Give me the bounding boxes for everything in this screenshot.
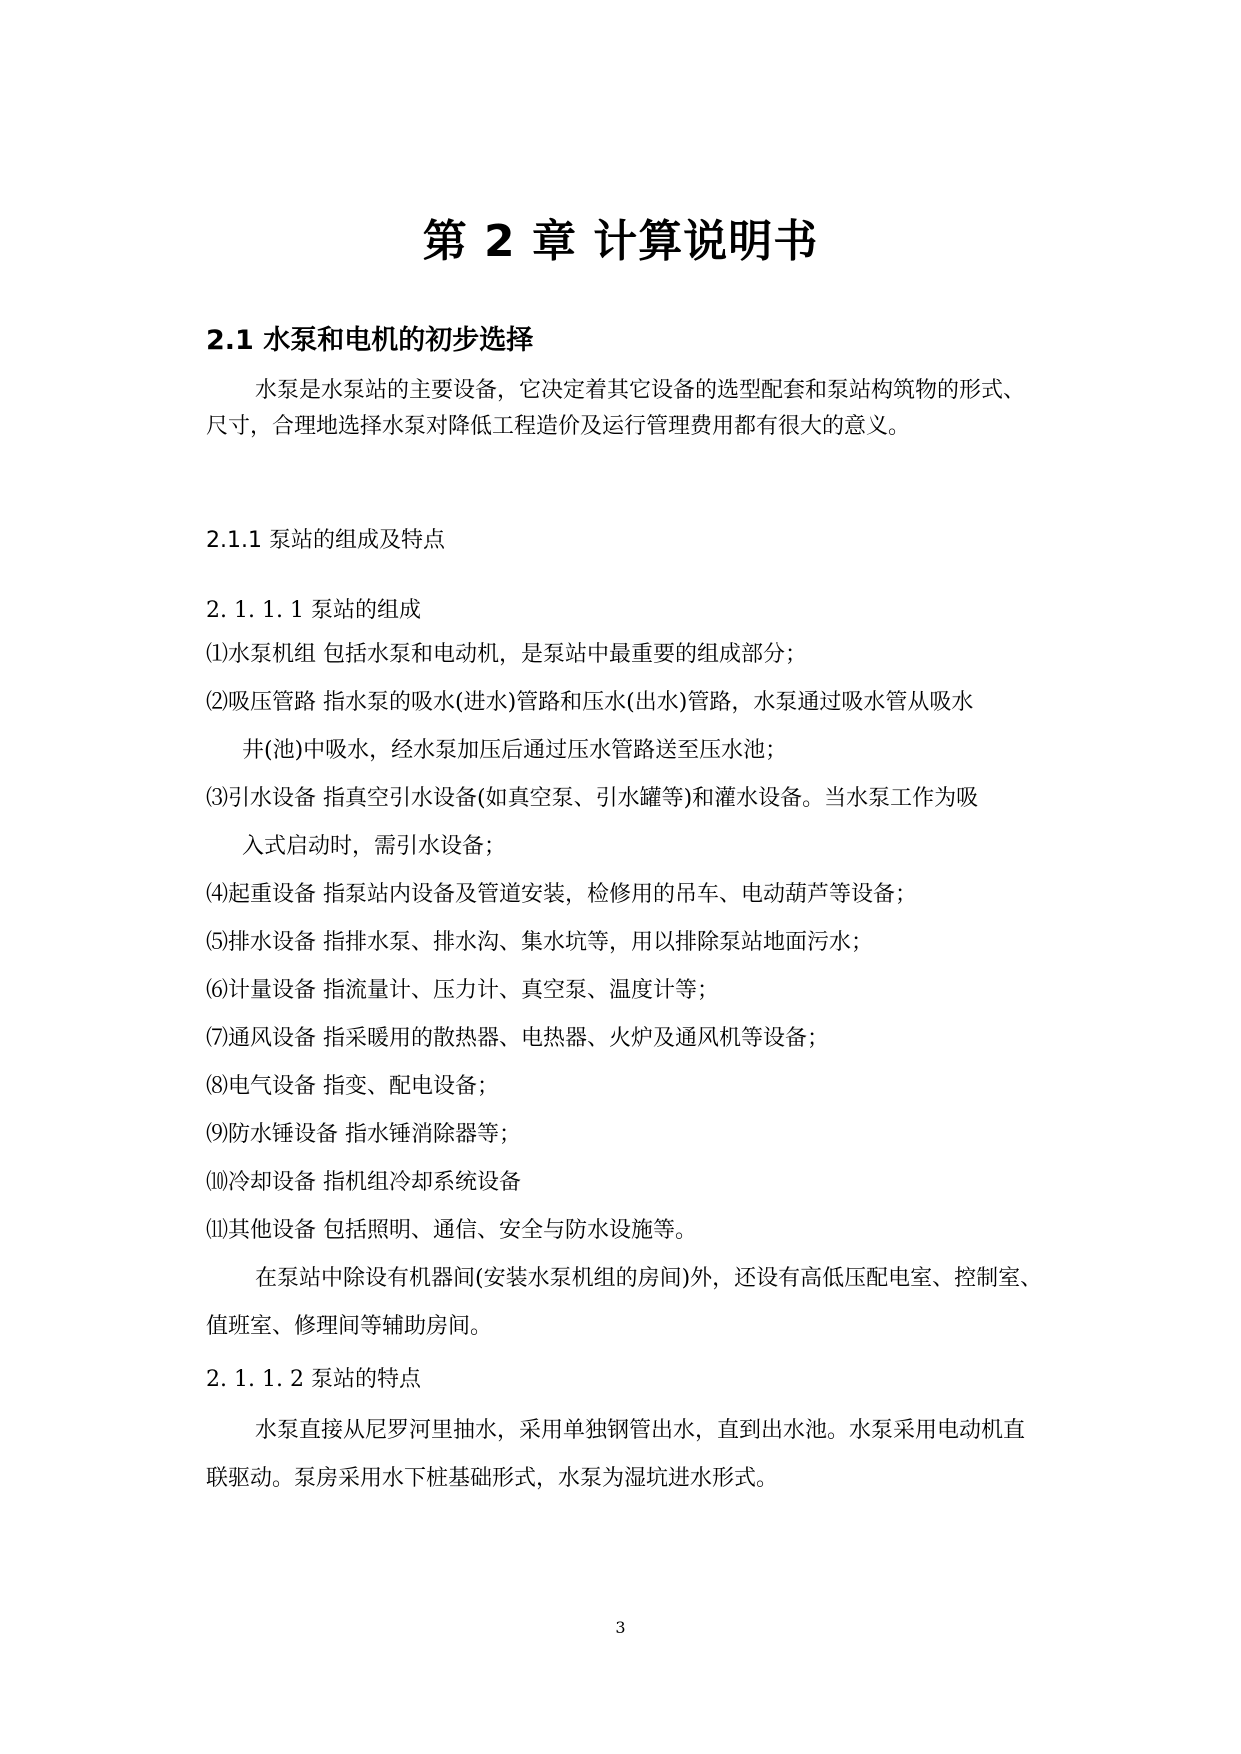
features-heading: 2. 1. 1. 2 泵站的特点 xyxy=(206,1367,421,1392)
intro-paragraph-line-2: 尺寸，合理地选择水泵对降低工程造价及运行管理费用都有很大的意义。 xyxy=(206,414,911,439)
list-item: ⑹计量设备 指流量计、压力计、真空泵、温度计等； xyxy=(206,978,719,1003)
subsection-heading: 2.1.1 泵站的组成及特点 xyxy=(206,528,445,553)
closing-paragraph-line-2: 值班室、修理间等辅助房间。 xyxy=(206,1314,493,1339)
list-item: ⑴水泵机组 包括水泵和电动机，是泵站中最重要的组成部分； xyxy=(206,642,807,667)
list-item: ⑷起重设备 指泵站内设备及管道安装，检修用的吊车、电动葫芦等设备； xyxy=(206,882,917,907)
list-item: ⑸排水设备 指排水泵、排水沟、集水坑等，用以排除泵站地面污水； xyxy=(206,930,873,955)
features-paragraph-line-2: 联驱动。泵房采用水下桩基础形式，水泵为湿坑进水形式。 xyxy=(206,1466,779,1491)
intro-paragraph-line-1: 水泵是水泵站的主要设备，它决定着其它设备的选型配套和泵站构筑物的形式、 xyxy=(255,378,1026,403)
closing-paragraph-line-1: 在泵站中除设有机器间(安装水泵机组的房间)外，还设有高低压配电室、控制室、 xyxy=(255,1266,1043,1291)
list-item: ⑻电气设备 指变、配电设备； xyxy=(206,1074,499,1099)
list-item-continuation: 入式启动时，需引水设备； xyxy=(242,834,507,859)
chapter-title: 第 2 章 计算说明书 xyxy=(422,216,819,267)
list-item: ⑾其他设备 包括照明、通信、安全与防水设施等。 xyxy=(206,1218,697,1243)
list-item: ⑺通风设备 指采暖用的散热器、电热器、火炉及通风机等设备； xyxy=(206,1026,829,1051)
section-heading: 2.1 水泵和电机的初步选择 xyxy=(206,325,534,356)
page-number: 3 xyxy=(615,1618,626,1637)
composition-heading: 2. 1. 1. 1 泵站的组成 xyxy=(206,598,421,623)
list-item-continuation: 井(池)中吸水，经水泵加压后通过压水管路送至压水池； xyxy=(242,738,788,763)
features-paragraph-line-1: 水泵直接从尼罗河里抽水，采用单独钢管出水，直到出水池。水泵采用电动机直 xyxy=(255,1418,1026,1443)
list-item: ⑽冷却设备 指机组冷却系统设备 xyxy=(206,1170,521,1195)
list-item: ⑵吸压管路 指水泵的吸水(进水)管路和压水(出水)管路，水泵通过吸水管从吸水 xyxy=(206,690,974,715)
list-item: ⑼防水锤设备 指水锤消除器等； xyxy=(206,1122,521,1147)
list-item: ⑶引水设备 指真空引水设备(如真空泵、引水罐等)和灌水设备。当水泵工作为吸 xyxy=(206,786,979,811)
